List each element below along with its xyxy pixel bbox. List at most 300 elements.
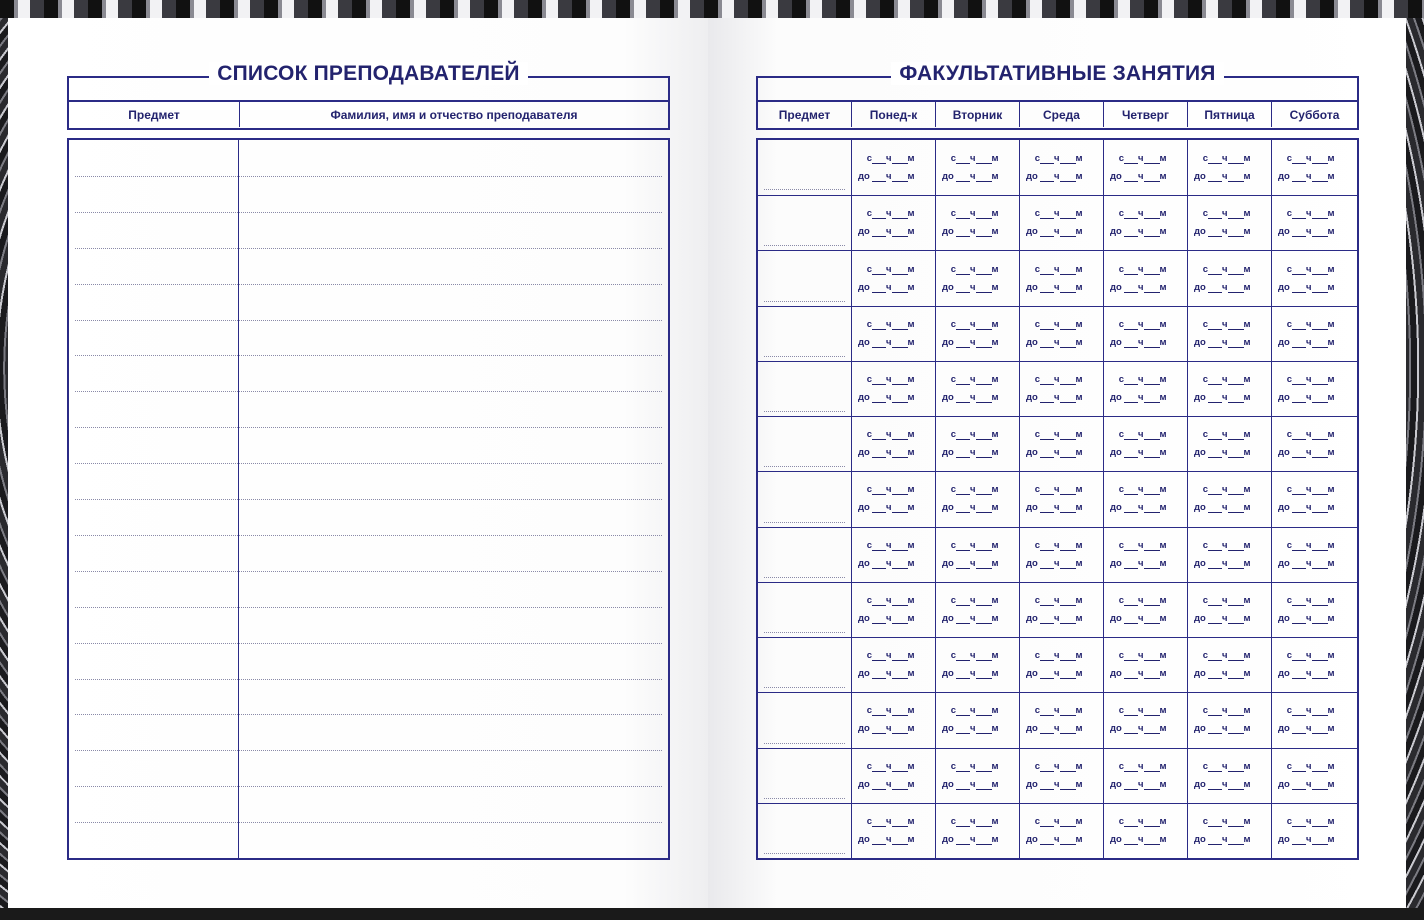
ruled-line [75, 391, 662, 392]
time-slot-cell[interactable] [1104, 196, 1188, 250]
time-slot-cell[interactable] [936, 638, 1020, 692]
time-from-line: с ч м [1202, 429, 1251, 441]
time-from-line: с ч м [866, 760, 915, 772]
time-to-line: до ч м [858, 778, 915, 790]
ruled-line [75, 679, 662, 680]
time-to-line: до ч м [942, 392, 999, 404]
time-slot-cell[interactable] [852, 638, 936, 692]
time-slot-cell[interactable] [1020, 583, 1104, 637]
time-to-line: до ч м [1026, 336, 1083, 348]
time-from-line: с ч м [1286, 650, 1335, 662]
time-from-line: с ч м [1202, 705, 1251, 717]
time-from-line: с ч м [1034, 539, 1083, 551]
column-header-subject: Предмет [69, 102, 240, 127]
time-from-line: с ч м [1286, 760, 1335, 772]
time-from-line: с ч м [1202, 208, 1251, 220]
time-from-line: с ч м [950, 705, 999, 717]
time-to-line: до ч м [1278, 281, 1335, 293]
time-slot-cell[interactable] [1272, 307, 1355, 361]
time-slot-cell[interactable] [1020, 307, 1104, 361]
time-from-line: с ч м [1034, 263, 1083, 275]
time-slot-cell[interactable] [936, 583, 1020, 637]
time-from-line: с ч м [1118, 318, 1167, 330]
time-to-line: до ч м [942, 226, 999, 238]
time-slot-cell[interactable] [1104, 251, 1188, 305]
time-to-line: до ч м [1278, 668, 1335, 680]
time-slot-cell[interactable] [1020, 804, 1104, 858]
time-to-line: до ч м [1194, 778, 1251, 790]
time-from-line: с ч м [1286, 208, 1335, 220]
time-to-line: до ч м [1110, 668, 1167, 680]
time-from-line: с ч м [1034, 152, 1083, 164]
time-to-line: до ч м [858, 668, 915, 680]
time-to-line: до ч м [1110, 723, 1167, 735]
time-slot-cell[interactable] [1188, 251, 1272, 305]
page-title: ФАКУЛЬТАТИВНЫЕ ЗАНЯТИЯ [758, 60, 1357, 88]
time-to-line: до ч м [942, 833, 999, 845]
right-page [708, 18, 1406, 908]
schedule-row [758, 306, 1357, 361]
time-slot-cell[interactable] [936, 472, 1020, 526]
time-slot-cell[interactable] [1272, 804, 1355, 858]
time-from-line: с ч м [1118, 539, 1167, 551]
ruled-line [75, 750, 662, 751]
time-to-line: до ч м [1194, 392, 1251, 404]
time-slot-cell[interactable] [1020, 528, 1104, 582]
time-to-line: до ч м [1278, 833, 1335, 845]
time-from-line: с ч м [1286, 815, 1335, 827]
time-from-line: с ч м [1118, 650, 1167, 662]
time-slot-cell[interactable] [1188, 417, 1272, 471]
time-to-line: до ч м [1026, 612, 1083, 624]
time-to-line: до ч м [1110, 392, 1167, 404]
time-to-line: до ч м [858, 723, 915, 735]
time-from-line: с ч м [1202, 815, 1251, 827]
time-slot-cell[interactable] [1188, 362, 1272, 416]
time-slot-cell[interactable] [1020, 362, 1104, 416]
time-slot-cell[interactable] [1104, 362, 1188, 416]
time-to-line: до ч м [942, 447, 999, 459]
time-to-line: до ч м [1278, 226, 1335, 238]
time-from-line: с ч м [950, 539, 999, 551]
time-to-line: до ч м [1026, 447, 1083, 459]
time-from-line: с ч м [950, 374, 999, 386]
time-from-line: с ч м [866, 650, 915, 662]
time-slot-cell[interactable] [1188, 196, 1272, 250]
time-from-line: с ч м [1118, 374, 1167, 386]
time-to-line: до ч м [942, 281, 999, 293]
subject-cell[interactable] [758, 804, 852, 858]
time-slot-cell[interactable] [1020, 251, 1104, 305]
time-slot-cell[interactable] [1188, 693, 1272, 747]
subject-cell[interactable] [758, 472, 852, 526]
time-slot-cell[interactable] [1272, 472, 1355, 526]
time-slot-cell[interactable] [1104, 804, 1188, 858]
time-slot-cell[interactable] [1020, 693, 1104, 747]
time-from-line: с ч м [1118, 152, 1167, 164]
time-from-line: с ч м [1034, 705, 1083, 717]
time-slot-cell[interactable] [1188, 583, 1272, 637]
time-from-line: с ч м [866, 263, 915, 275]
time-slot-cell[interactable] [852, 362, 936, 416]
subject-line [764, 687, 845, 688]
ruled-line [75, 212, 662, 213]
time-from-line: с ч м [866, 429, 915, 441]
time-from-line: с ч м [866, 815, 915, 827]
time-from-line: с ч м [1118, 208, 1167, 220]
electives-table-body [756, 138, 1359, 860]
ruled-line [75, 786, 662, 787]
page-title: СПИСОК ПРЕПОДАВАТЕЛЕЙ [69, 60, 668, 88]
time-slot-cell[interactable] [1104, 417, 1188, 471]
time-to-line: до ч м [858, 557, 915, 569]
time-to-line: до ч м [1278, 612, 1335, 624]
schedule-row [758, 361, 1357, 416]
time-slot-cell[interactable] [1188, 140, 1272, 195]
time-from-line: с ч м [1034, 594, 1083, 606]
ruled-line [75, 427, 662, 428]
time-from-line: с ч м [1286, 374, 1335, 386]
time-from-line: с ч м [866, 484, 915, 496]
ruled-line [75, 499, 662, 500]
time-from-line: с ч м [1034, 429, 1083, 441]
time-slot-cell[interactable] [1104, 307, 1188, 361]
time-slot-cell[interactable] [1272, 140, 1355, 195]
subject-line [764, 632, 845, 633]
schedule-row [758, 527, 1357, 582]
schedule-row [758, 637, 1357, 692]
time-slot-cell[interactable] [936, 693, 1020, 747]
ruled-line [75, 284, 662, 285]
time-to-line: до ч м [858, 612, 915, 624]
time-from-line: с ч м [950, 760, 999, 772]
time-slot-cell[interactable] [1272, 417, 1355, 471]
ruled-line [75, 355, 662, 356]
subject-cell[interactable] [758, 749, 852, 803]
time-from-line: с ч м [950, 318, 999, 330]
time-slot-cell[interactable] [1272, 749, 1355, 803]
time-slot-cell[interactable] [1020, 472, 1104, 526]
time-slot-cell[interactable] [1188, 307, 1272, 361]
column-header-friday: Пятница [1188, 102, 1272, 127]
time-from-line: с ч м [1034, 650, 1083, 662]
time-to-line: до ч м [1110, 336, 1167, 348]
time-slot-cell[interactable] [936, 140, 1020, 195]
time-slot-cell[interactable] [852, 528, 936, 582]
subject-line [764, 245, 845, 246]
time-to-line: до ч м [1026, 778, 1083, 790]
time-slot-cell[interactable] [1020, 749, 1104, 803]
time-from-line: с ч м [1286, 705, 1335, 717]
time-from-line: с ч м [1118, 429, 1167, 441]
time-to-line: до ч м [1026, 723, 1083, 735]
time-from-line: с ч м [1034, 374, 1083, 386]
teachers-table [67, 62, 670, 130]
cover-pattern-top [0, 0, 1424, 18]
subject-cell[interactable] [758, 583, 852, 637]
teachers-table-body [67, 138, 670, 860]
teachers-header-row [69, 100, 668, 127]
time-from-line: с ч м [1034, 815, 1083, 827]
ruled-line [75, 176, 662, 177]
subject-line [764, 577, 845, 578]
time-slot-cell[interactable] [1188, 528, 1272, 582]
time-from-line: с ч м [866, 208, 915, 220]
ruled-line [75, 607, 662, 608]
time-from-line: с ч м [1202, 152, 1251, 164]
schedule-row [758, 140, 1357, 195]
time-from-line: с ч м [1202, 539, 1251, 551]
time-from-line: с ч м [1202, 594, 1251, 606]
time-slot-cell[interactable] [936, 251, 1020, 305]
time-to-line: до ч м [858, 170, 915, 182]
time-to-line: до ч м [1278, 723, 1335, 735]
time-slot-cell[interactable] [1104, 638, 1188, 692]
time-slot-cell[interactable] [936, 362, 1020, 416]
time-to-line: до ч м [1194, 502, 1251, 514]
subject-cell[interactable] [758, 362, 852, 416]
time-from-line: с ч м [1286, 152, 1335, 164]
schedule-row [758, 582, 1357, 637]
column-header-teacher-name: Фамилия, имя и отчество преподавателя [330, 107, 578, 122]
time-from-line: с ч м [1202, 484, 1251, 496]
time-to-line: до ч м [1110, 281, 1167, 293]
subject-cell[interactable] [758, 638, 852, 692]
ruled-line [75, 248, 662, 249]
ruled-line [75, 535, 662, 536]
time-from-line: с ч м [866, 374, 915, 386]
time-to-line: до ч м [1194, 557, 1251, 569]
time-from-line: с ч м [1286, 263, 1335, 275]
time-from-line: с ч м [1034, 484, 1083, 496]
time-slot-cell[interactable] [936, 749, 1020, 803]
time-to-line: до ч м [1026, 557, 1083, 569]
time-to-line: до ч м [1026, 502, 1083, 514]
subject-line [764, 411, 845, 412]
time-slot-cell[interactable] [1272, 362, 1355, 416]
time-to-line: до ч м [942, 170, 999, 182]
time-slot-cell[interactable] [852, 417, 936, 471]
time-to-line: до ч м [942, 668, 999, 680]
time-to-line: до ч м [1194, 833, 1251, 845]
time-to-line: до ч м [858, 281, 915, 293]
time-from-line: с ч м [1202, 650, 1251, 662]
time-to-line: до ч м [1026, 281, 1083, 293]
time-from-line: с ч м [1118, 594, 1167, 606]
schedule-row [758, 692, 1357, 747]
time-to-line: до ч м [1110, 612, 1167, 624]
time-slot-cell[interactable] [852, 749, 936, 803]
ruled-line [75, 643, 662, 644]
ruled-line [75, 571, 662, 572]
subject-line [764, 466, 845, 467]
time-from-line: с ч м [1118, 760, 1167, 772]
left-page [8, 18, 708, 908]
ruled-line [75, 463, 662, 464]
schedule-row [758, 416, 1357, 471]
time-to-line: до ч м [942, 612, 999, 624]
time-to-line: до ч м [1026, 833, 1083, 845]
subject-line [764, 853, 845, 854]
time-from-line: с ч м [866, 539, 915, 551]
time-slot-cell[interactable] [852, 196, 936, 250]
time-from-line: с ч м [950, 263, 999, 275]
column-header-thursday: Четверг [1104, 102, 1188, 127]
time-slot-cell[interactable] [936, 417, 1020, 471]
time-from-line: с ч м [1118, 263, 1167, 275]
time-slot-cell[interactable] [852, 472, 936, 526]
subject-cell[interactable] [758, 251, 852, 305]
time-slot-cell[interactable] [1272, 583, 1355, 637]
subject-line [764, 743, 845, 744]
subject-line [764, 301, 845, 302]
time-to-line: до ч м [1194, 170, 1251, 182]
time-slot-cell[interactable] [1020, 196, 1104, 250]
time-from-line: с ч м [866, 705, 915, 717]
time-to-line: до ч м [1194, 668, 1251, 680]
time-to-line: до ч м [858, 502, 915, 514]
time-from-line: с ч м [1034, 208, 1083, 220]
column-header-subject: Предмет [758, 102, 852, 127]
time-to-line: до ч м [1110, 833, 1167, 845]
time-to-line: до ч м [1110, 778, 1167, 790]
time-from-line: с ч м [950, 650, 999, 662]
time-from-line: с ч м [1202, 760, 1251, 772]
subject-cell[interactable] [758, 196, 852, 250]
time-to-line: до ч м [1026, 170, 1083, 182]
schedule-row [758, 250, 1357, 305]
time-to-line: до ч м [1026, 226, 1083, 238]
schedule-row [758, 195, 1357, 250]
time-from-line: с ч м [950, 208, 999, 220]
ruled-line [75, 822, 662, 823]
ruled-line [75, 320, 662, 321]
time-to-line: до ч м [942, 778, 999, 790]
cover-edge-bottom [0, 908, 1424, 920]
time-slot-cell[interactable] [936, 804, 1020, 858]
time-from-line: с ч м [950, 815, 999, 827]
electives-table [756, 62, 1359, 130]
time-to-line: до ч м [858, 447, 915, 459]
subject-line [764, 798, 845, 799]
time-to-line: до ч м [1194, 447, 1251, 459]
time-to-line: до ч м [858, 392, 915, 404]
time-to-line: до ч м [942, 336, 999, 348]
time-slot-cell[interactable] [1020, 140, 1104, 195]
time-slot-cell[interactable] [1272, 251, 1355, 305]
time-slot-cell[interactable] [1104, 140, 1188, 195]
time-from-line: с ч м [1286, 318, 1335, 330]
time-slot-cell[interactable] [1272, 528, 1355, 582]
time-to-line: до ч м [858, 226, 915, 238]
time-to-line: до ч м [942, 502, 999, 514]
time-to-line: до ч м [942, 557, 999, 569]
time-slot-cell[interactable] [1020, 638, 1104, 692]
time-slot-cell[interactable] [936, 307, 1020, 361]
time-slot-cell[interactable] [1104, 472, 1188, 526]
time-to-line: до ч м [1026, 668, 1083, 680]
time-from-line: с ч м [1034, 318, 1083, 330]
ruled-line [75, 714, 662, 715]
column-header-saturday: Суббота [1289, 107, 1340, 122]
time-from-line: с ч м [1034, 760, 1083, 772]
time-to-line: до ч м [1194, 723, 1251, 735]
time-slot-cell[interactable] [1272, 638, 1355, 692]
schedule-row [758, 803, 1357, 858]
time-slot-cell[interactable] [1272, 196, 1355, 250]
time-to-line: до ч м [1278, 392, 1335, 404]
time-slot-cell[interactable] [852, 140, 936, 195]
time-from-line: с ч м [950, 594, 999, 606]
time-slot-cell[interactable] [852, 307, 936, 361]
time-to-line: до ч м [1194, 612, 1251, 624]
time-to-line: до ч м [1278, 170, 1335, 182]
time-to-line: до ч м [1026, 392, 1083, 404]
time-from-line: с ч м [1202, 374, 1251, 386]
subject-cell[interactable] [758, 307, 852, 361]
time-from-line: с ч м [1202, 318, 1251, 330]
time-slot-cell[interactable] [936, 528, 1020, 582]
time-slot-cell[interactable] [1104, 749, 1188, 803]
time-slot-cell[interactable] [1188, 749, 1272, 803]
time-to-line: до ч м [1278, 447, 1335, 459]
schedule-row [758, 471, 1357, 526]
subject-cell[interactable] [758, 140, 852, 195]
time-slot-cell[interactable] [1104, 583, 1188, 637]
time-to-line: до ч м [1194, 226, 1251, 238]
time-slot-cell[interactable] [1104, 528, 1188, 582]
schedule-row [758, 748, 1357, 803]
time-from-line: с ч м [1118, 815, 1167, 827]
time-slot-cell[interactable] [852, 693, 936, 747]
time-slot-cell[interactable] [1188, 472, 1272, 526]
time-to-line: до ч м [858, 336, 915, 348]
subject-cell[interactable] [758, 528, 852, 582]
time-from-line: с ч м [1286, 484, 1335, 496]
time-slot-cell[interactable] [1272, 693, 1355, 747]
time-from-line: с ч м [1286, 539, 1335, 551]
column-header-monday: Понед-к [852, 102, 936, 127]
time-to-line: до ч м [1110, 502, 1167, 514]
time-to-line: до ч м [1110, 447, 1167, 459]
subject-cell[interactable] [758, 417, 852, 471]
subject-cell[interactable] [758, 693, 852, 747]
time-from-line: с ч м [1118, 705, 1167, 717]
time-from-line: с ч м [1286, 429, 1335, 441]
time-to-line: до ч м [1110, 170, 1167, 182]
time-slot-cell[interactable] [852, 583, 936, 637]
electives-header-row [758, 100, 1357, 127]
time-slot-cell[interactable] [1188, 804, 1272, 858]
subject-line [764, 189, 845, 190]
subject-line [764, 356, 845, 357]
column-header-tuesday: Вторник [936, 102, 1020, 127]
time-slot-cell[interactable] [1104, 693, 1188, 747]
time-from-line: с ч м [950, 152, 999, 164]
time-to-line: до ч м [1110, 557, 1167, 569]
time-slot-cell[interactable] [852, 251, 936, 305]
time-slot-cell[interactable] [852, 804, 936, 858]
time-from-line: с ч м [866, 152, 915, 164]
time-to-line: до ч м [942, 723, 999, 735]
time-slot-cell[interactable] [936, 196, 1020, 250]
time-slot-cell[interactable] [1020, 417, 1104, 471]
time-from-line: с ч м [866, 594, 915, 606]
time-to-line: до ч м [1194, 336, 1251, 348]
time-from-line: с ч м [950, 429, 999, 441]
time-to-line: до ч м [1278, 778, 1335, 790]
time-slot-cell[interactable] [1188, 638, 1272, 692]
